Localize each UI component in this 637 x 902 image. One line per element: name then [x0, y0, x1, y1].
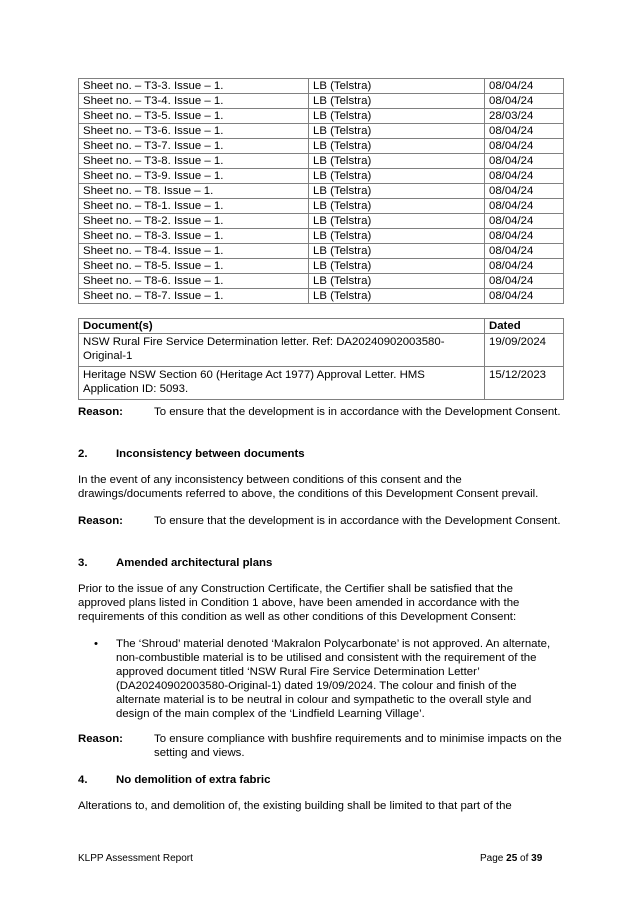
date-cell: 08/04/24	[485, 259, 564, 274]
table-row	[79, 367, 564, 400]
section-4-heading	[78, 773, 563, 787]
dated-cell: 15/12/2023	[485, 367, 564, 400]
reason-text: To ensure that the development is in accordance with the Development Consent.	[154, 406, 561, 418]
table-row	[79, 244, 564, 259]
author-cell: LB (Telstra)	[309, 274, 485, 289]
table-row	[79, 154, 564, 169]
sheet-number-cell: Sheet no. – T3-5. Issue – 1.	[79, 109, 309, 124]
author-cell: LB (Telstra)	[309, 79, 485, 94]
author-cell: LB (Telstra)	[309, 109, 485, 124]
sheet-number-cell: Sheet no. – T3-9. Issue – 1.	[79, 169, 309, 184]
author-cell: LB (Telstra)	[309, 244, 485, 259]
sheet-number-cell: Sheet no. – T3-7. Issue – 1.	[79, 139, 309, 154]
sheet-number-cell: Sheet no. – T3-3. Issue – 1.	[79, 79, 309, 94]
table-row	[79, 94, 564, 109]
section-number: 4.	[78, 774, 88, 786]
sheet-number-cell: Sheet no. – T8-3. Issue – 1.	[79, 229, 309, 244]
reason-block-2	[78, 514, 563, 528]
table-row	[79, 139, 564, 154]
sheet-number-cell: Sheet no. – T8-4. Issue – 1.	[79, 244, 309, 259]
author-cell: LB (Telstra)	[309, 259, 485, 274]
author-cell: LB (Telstra)	[309, 184, 485, 199]
section-title: Inconsistency between documents	[116, 448, 305, 460]
reason-label: Reason:	[78, 406, 123, 418]
section-2-body: In the event of any inconsistency between conditions of this consent and the drawings/documents referred to above, the conditions of this Development Consent prevail.	[78, 474, 539, 500]
section-title: Amended architectural plans	[116, 557, 273, 569]
reason-label: Reason:	[78, 515, 123, 527]
sheet-number-cell: Sheet no. – T8-6. Issue – 1.	[79, 274, 309, 289]
table-row	[79, 229, 564, 244]
table-row	[79, 184, 564, 199]
author-cell: LB (Telstra)	[309, 154, 485, 169]
section-number: 2.	[78, 448, 88, 460]
author-cell: LB (Telstra)	[309, 289, 485, 304]
date-cell: 08/04/24	[485, 229, 564, 244]
date-cell: 08/04/24	[485, 184, 564, 199]
date-cell: 08/04/24	[485, 289, 564, 304]
section-title: No demolition of extra fabric	[116, 774, 271, 786]
table-row	[79, 124, 564, 139]
sheet-number-cell: Sheet no. – T8. Issue – 1.	[79, 184, 309, 199]
documents-column-header: Document(s)	[79, 319, 485, 334]
reason-label: Reason:	[78, 733, 123, 745]
section-4-body: Alterations to, and demolition of, the existing building shall be limited to that part of the	[78, 800, 512, 812]
date-cell: 08/04/24	[485, 139, 564, 154]
reason-block-1	[78, 405, 563, 419]
documents-table	[78, 318, 564, 400]
date-cell: 28/03/24	[485, 109, 564, 124]
sheet-number-cell: Sheet no. – T8-7. Issue – 1.	[79, 289, 309, 304]
author-cell: LB (Telstra)	[309, 229, 485, 244]
table-row	[79, 334, 564, 367]
date-cell: 08/04/24	[485, 124, 564, 139]
author-cell: LB (Telstra)	[309, 139, 485, 154]
page-of: of	[520, 853, 529, 864]
document-cell: NSW Rural Fire Service Determination letter. Ref: DA20240902003580-Original-1	[79, 334, 485, 367]
reason-text: To ensure that the development is in accordance with the Development Consent.	[154, 515, 561, 527]
table-row	[79, 79, 564, 94]
table-row	[79, 169, 564, 184]
page-current: 25	[506, 853, 518, 864]
author-cell: LB (Telstra)	[309, 199, 485, 214]
table-row	[79, 289, 564, 304]
footer-page-number	[480, 852, 542, 865]
author-cell: LB (Telstra)	[309, 214, 485, 229]
list-item: • The ‘Shroud’ material denoted ‘Makralon Polycarbonate’ is not approved. An alternate, non-combustible material is to be utilised and consistent with the requirement of the approved document titled ‘NSW Rural Fire Service Determination Letter’ (DA20240902003580-Original-1) dated 19/09/2024. The colour and finish of the alternate material is to be neutral in colour and sympathetic to the overall style and design of the main complex of the ‘Lindfield Learning Village’.	[78, 637, 563, 721]
documents-header-row	[79, 319, 564, 334]
author-cell: LB (Telstra)	[309, 94, 485, 109]
table-row	[79, 274, 564, 289]
section-3-body: Prior to the issue of any Construction Certificate, the Certifier shall be satisfied that the approved plans listed in Condition 1 above, have been amended in accordance with the requirements of this condition as well as other conditions of this Development Consent:	[78, 583, 520, 623]
sheet-number-cell: Sheet no. – T8-2. Issue – 1.	[79, 214, 309, 229]
reason-block-3	[78, 732, 563, 760]
sheet-number-cell: Sheet no. – T3-8. Issue – 1.	[79, 154, 309, 169]
reason-text: To ensure compliance with bushfire requirements and to minimise impacts on the setting and views.	[154, 733, 562, 759]
dated-column-header: Dated	[485, 319, 564, 334]
section-3-heading	[78, 556, 563, 570]
date-cell: 08/04/24	[485, 169, 564, 184]
date-cell: 08/04/24	[485, 214, 564, 229]
date-cell: 08/04/24	[485, 274, 564, 289]
sheet-number-cell: Sheet no. – T8-1. Issue – 1.	[79, 199, 309, 214]
section-2-heading	[78, 447, 563, 461]
section-3-bullet-list	[78, 637, 563, 721]
sheet-number-cell: Sheet no. – T3-4. Issue – 1.	[79, 94, 309, 109]
sheet-number-cell: Sheet no. – T8-5. Issue – 1.	[79, 259, 309, 274]
sheet-list-body	[79, 79, 564, 304]
table-row	[79, 214, 564, 229]
date-cell: 08/04/24	[485, 199, 564, 214]
date-cell: 08/04/24	[485, 154, 564, 169]
date-cell: 08/04/24	[485, 79, 564, 94]
footer-report-title: KLPP Assessment Report	[78, 853, 193, 864]
date-cell: 08/04/24	[485, 244, 564, 259]
sheet-number-cell: Sheet no. – T3-6. Issue – 1.	[79, 124, 309, 139]
author-cell: LB (Telstra)	[309, 169, 485, 184]
sheet-list-table	[78, 78, 564, 304]
date-cell: 08/04/24	[485, 94, 564, 109]
table-row	[79, 109, 564, 124]
page-total: 39	[531, 853, 543, 864]
dated-cell: 19/09/2024	[485, 334, 564, 367]
table-row	[79, 199, 564, 214]
document-cell: Heritage NSW Section 60 (Heritage Act 1977) Approval Letter. HMS Application ID: 5093.	[79, 367, 485, 400]
author-cell: LB (Telstra)	[309, 124, 485, 139]
table-row	[79, 259, 564, 274]
section-number: 3.	[78, 557, 88, 569]
page-word: Page	[480, 853, 504, 864]
